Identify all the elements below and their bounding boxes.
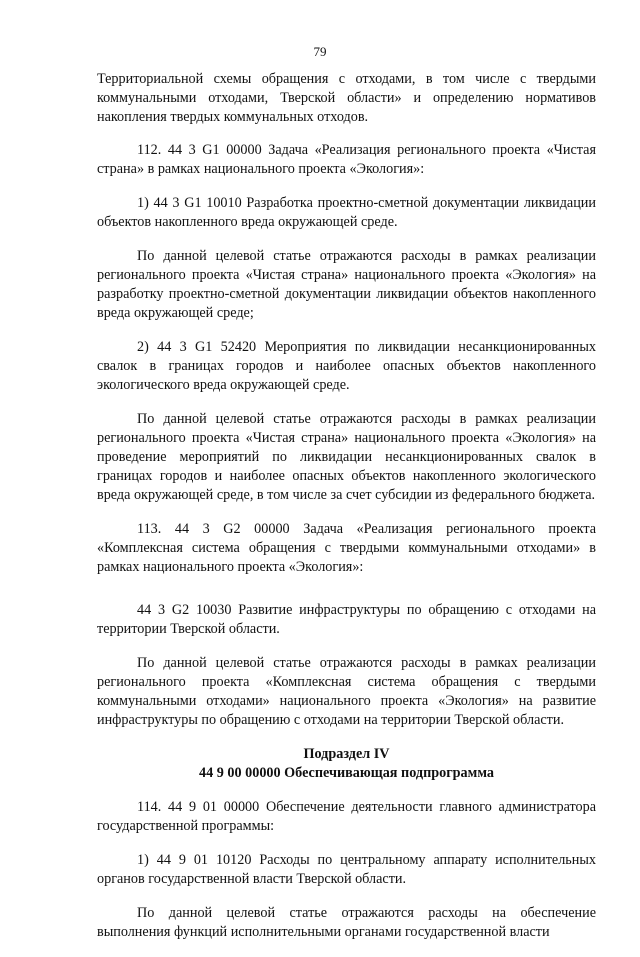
paragraph-task-114: 114. 44 9 01 00000 Обеспечение деятельности главного администратора государственной программы: xyxy=(97,799,596,834)
paragraph-item-1-10010: 1) 44 3 G1 10010 Разработка проектно-сметной документации ликвидации объектов накопленного вреда окружающей среде. xyxy=(97,195,596,230)
paragraph-description-10120: По данной целевой статье отражаются расходы на обеспечение выполнения функций исполнительными органами государственной власти xyxy=(97,905,596,940)
subsection-subtitle: 44 9 00 00000 Обеспечивающая подпрограмма xyxy=(199,765,494,781)
paragraph-item-10030: 44 3 G2 10030 Развитие инфраструктуры по обращению с отходами на территории Тверской области. xyxy=(97,602,596,637)
subsection-heading xyxy=(97,745,596,783)
paragraph-item-1-10120: 1) 44 9 01 10120 Расходы по центральному аппарату исполнительных органов государственной власти Тверской области. xyxy=(97,852,596,887)
paragraph-task-113: 113. 44 3 G2 00000 Задача «Реализация регионального проекта «Комплексная система обращения с твердыми коммунальными отходами» в рамках национального проекта «Экология»: xyxy=(97,521,596,575)
paragraph-task-112: 112. 44 3 G1 00000 Задача «Реализация регионального проекта «Чистая страна» в рамках национального проекта «Экология»: xyxy=(97,142,596,177)
paragraph-description-10010: По данной целевой статье отражаются расходы в рамках реализации регионального проекта «Чистая страна» национального проекта «Экология» на разработку проектно-сметной документации ликвидации объектов накопленного вреда окружающей среде; xyxy=(97,248,596,321)
paragraph-description-52420: По данной целевой статье отражаются расходы в рамках реализации регионального проекта «Чистая страна» национального проекта «Экология» на проведение мероприятий по ликвидации несанкционированных свалок в границах городов и наиболее опасных объектов накопленного экологического вреда окружающей среде, в том числе за счет субсидии из федерального бюджета. xyxy=(97,411,596,503)
page-number: 79 xyxy=(313,44,327,59)
paragraph-item-2-52420: 2) 44 3 G1 52420 Мероприятия по ликвидации несанкционированных свалок в границах городов и наиболее опасных объектов накопленного экологического вреда окружающей среде. xyxy=(97,339,596,393)
subsection-title: Подраздел IV xyxy=(303,746,390,762)
document-body xyxy=(97,70,596,957)
paragraph-continuation: Территориальной схемы обращения с отходами, в том числе с твердыми коммунальными отходами, Тверской области» и определению нормативов накопления твердых коммунальных отходов. xyxy=(97,71,596,125)
paragraph-description-10030: По данной целевой статье отражаются расходы в рамках реализации регионального проекта «Комплексная система обращения с твердыми коммунальными отходами» национального проекта «Экология» на развитие инфраструктуры по обращению с отходами на территории Тверской области. xyxy=(97,655,596,728)
